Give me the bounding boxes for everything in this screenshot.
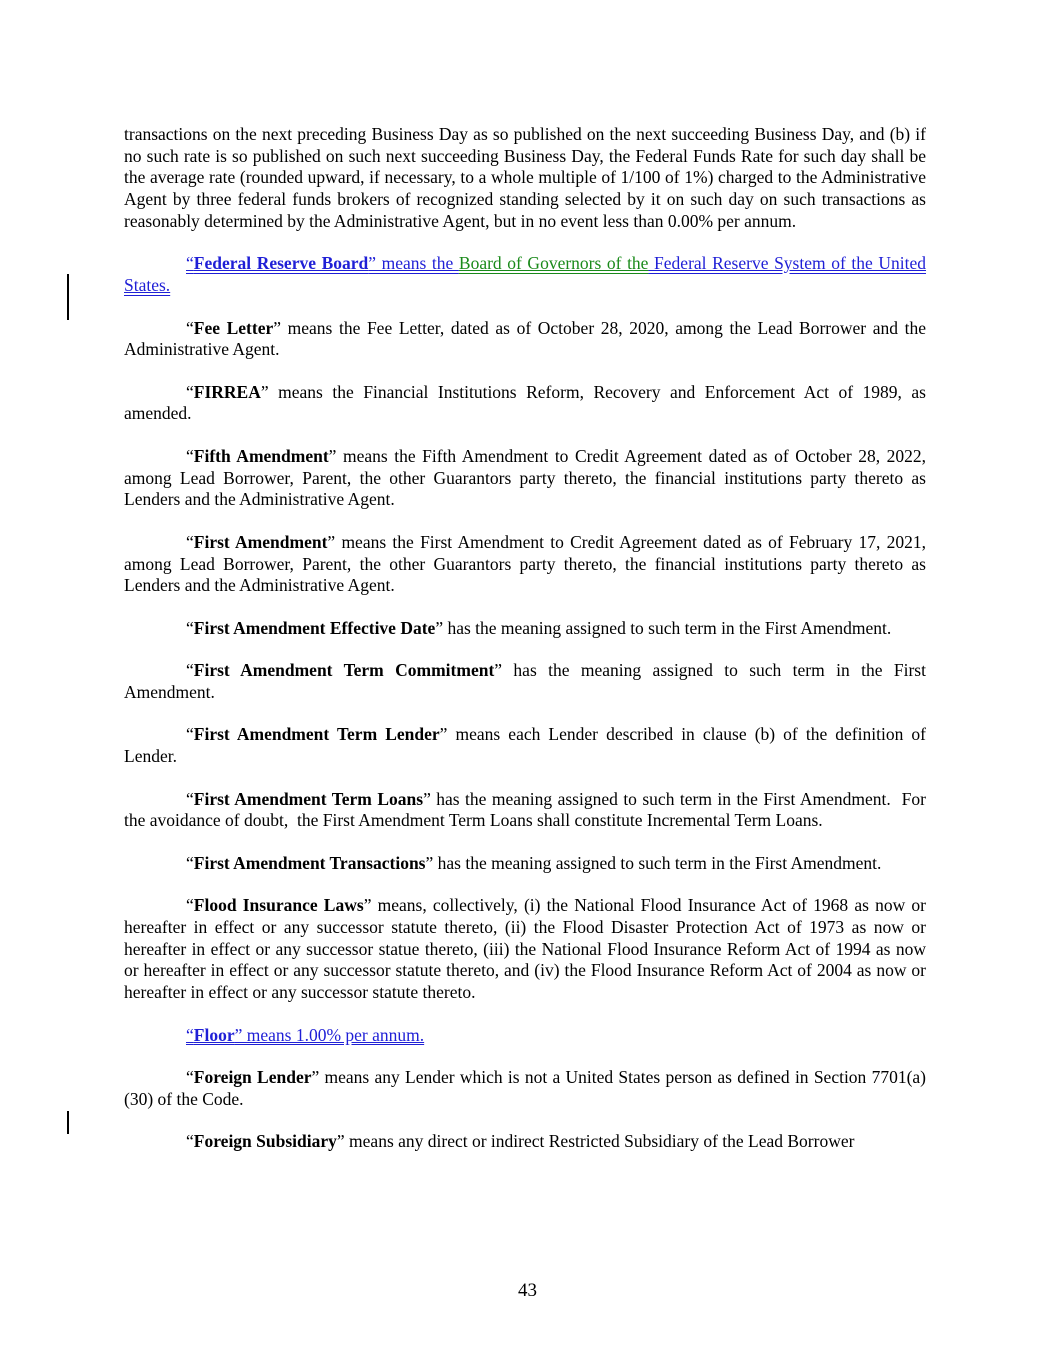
definition-fee-letter (124, 318, 926, 361)
open-quote: “ (186, 895, 194, 916)
definition-body: ” means each Lender described in clause (b) of the definition of Lender. (124, 724, 926, 767)
moved-text: Board of Governors of the (458, 253, 649, 274)
term-foreign-lender: Foreign Lender (193, 1067, 312, 1088)
open-quote: “ (186, 724, 194, 745)
term-firrea: FIRREA (193, 381, 261, 402)
term-first-amendment-effective-date: First Amendment Effective Date (193, 617, 436, 638)
definition-body: ” has the meaning assigned to such term in the First Amendment. For the avoidance of doubt, the First Amendment Term Loans shall constitute Incremental Term Loans. (124, 788, 931, 831)
definition-first-amendment-term-commitment (124, 660, 926, 703)
document-page (124, 124, 931, 1174)
term-floor: Floor (193, 1024, 235, 1045)
paragraph-continuation: transactions on the next preceding Business Day as so published on the next succeeding Business Day, and (b) if no such rate is so published on such next succeeding Business Day, the Federal Funds Rate for such day shall be the average rate (rounded upward, if necessary, to a whole multiple of 1/100 of 1%) charged to the Administrative Agent by three federal funds brokers of recognized standing selected by it on such day on such transactions as reasonably determined by the Administrative Agent, but in no event less than 0.00% per annum. (124, 124, 926, 231)
definition-first-amendment-term-loans (124, 788, 931, 832)
page-number: 43 (518, 1280, 537, 1301)
open-quote: “ (186, 317, 194, 338)
term-federal-reserve-board: Federal Reserve Board (193, 253, 369, 274)
definition-body: ” means the First Amendment to Credit Agreement dated as of February 17, 2021, among Lead Borrower, Parent, the other Guarantors party thereto, the financial institutions party thereto as Lenders and the Administrative Agent. (124, 531, 926, 596)
definition-first-amendment-transactions (124, 853, 926, 875)
open-quote: “ (186, 1067, 194, 1088)
definition-body: ” means the Financial Institutions Reform, Recovery and Enforcement Act of 1989, as amended. (124, 381, 926, 424)
term-fifth-amendment: Fifth Amendment (193, 445, 329, 466)
term-first-amendment-term-loans: First Amendment Term Loans (193, 788, 424, 809)
definition-first-amendment (124, 532, 926, 597)
term-first-amendment-term-commitment: First Amendment Term Commitment (193, 660, 495, 681)
definition-body: ” means, collectively, (i) the National Flood Insurance Act of 1968 as now or hereafter in effect or any successor statute thereto, (ii) the Flood Disaster Protection Act of 1973 as now or hereafter in effect or any successor statue thereto, (iii) the National Flood Insurance Reform Act of 1994 as now or hereafter in effect or any successor statute thereto, and (iv) the Flood Insurance Reform Act of 2004 as now or hereafter in effect or any successor statute thereto. (124, 895, 926, 1003)
inserted-text: ” means the (368, 253, 459, 274)
definition-body: ” means any Lender which is not a United States person as defined in Section 7701(a)(30) of the Code. (124, 1067, 926, 1109)
change-bar-federal-reserve-board (67, 274, 69, 320)
definition-firrea (124, 382, 926, 425)
term-foreign-subsidiary: Foreign Subsidiary (193, 1131, 337, 1152)
definition-flood-insurance-laws (124, 895, 926, 1004)
open-quote: “ (186, 381, 194, 402)
definition-body: ” has the meaning assigned to such term in the First Amendment. (425, 852, 882, 873)
term-fee-letter: Fee Letter (193, 317, 274, 338)
inserted-open-quote: “ (186, 253, 194, 274)
inserted-open-quote: “ (186, 1024, 194, 1045)
term-first-amendment: First Amendment (193, 531, 328, 552)
open-quote: “ (186, 852, 194, 873)
open-quote: “ (186, 788, 194, 809)
open-quote: “ (186, 660, 194, 681)
open-quote: “ (186, 1131, 194, 1152)
definition-foreign-lender (124, 1067, 926, 1110)
definition-body: ” has the meaning assigned to such term in the First Amendment. (435, 617, 892, 638)
definition-federal-reserve-board (124, 253, 926, 296)
inserted-text-2: Federal Reserve System of the United States. (124, 253, 926, 296)
definition-floor (124, 1025, 926, 1047)
open-quote: “ (186, 617, 194, 638)
definition-body: ” has the meaning assigned to such term in the First Amendment. (124, 660, 926, 702)
definition-body: ” means the Fifth Amendment to Credit Agreement dated as of October 28, 2022, among Lead Borrower, Parent, the other Guarantors party thereto, the financial institutions party thereto as Lenders and the Administrative Agent. (124, 445, 926, 510)
term-first-amendment-term-lender: First Amendment Term Lender (193, 724, 440, 745)
definition-fifth-amendment (124, 446, 926, 511)
definition-foreign-subsidiary (124, 1131, 926, 1153)
change-bar-floor (67, 1111, 69, 1134)
open-quote: “ (186, 445, 194, 466)
inserted-definition-body: ” means 1.00% per annum. (234, 1024, 425, 1045)
definition-first-amendment-term-lender (124, 724, 926, 767)
open-quote: “ (186, 531, 194, 552)
term-first-amendment-transactions: First Amendment Transactions (193, 852, 426, 873)
definition-first-amendment-effective-date (124, 618, 926, 640)
term-flood-insurance-laws: Flood Insurance Laws (193, 895, 364, 916)
definition-body: ” means the Fee Letter, dated as of October 28, 2020, among the Lead Borrower and the Administrative Agent. (124, 317, 926, 360)
definition-body: ” means any direct or indirect Restricted Subsidiary of the Lead Borrower (336, 1131, 855, 1152)
